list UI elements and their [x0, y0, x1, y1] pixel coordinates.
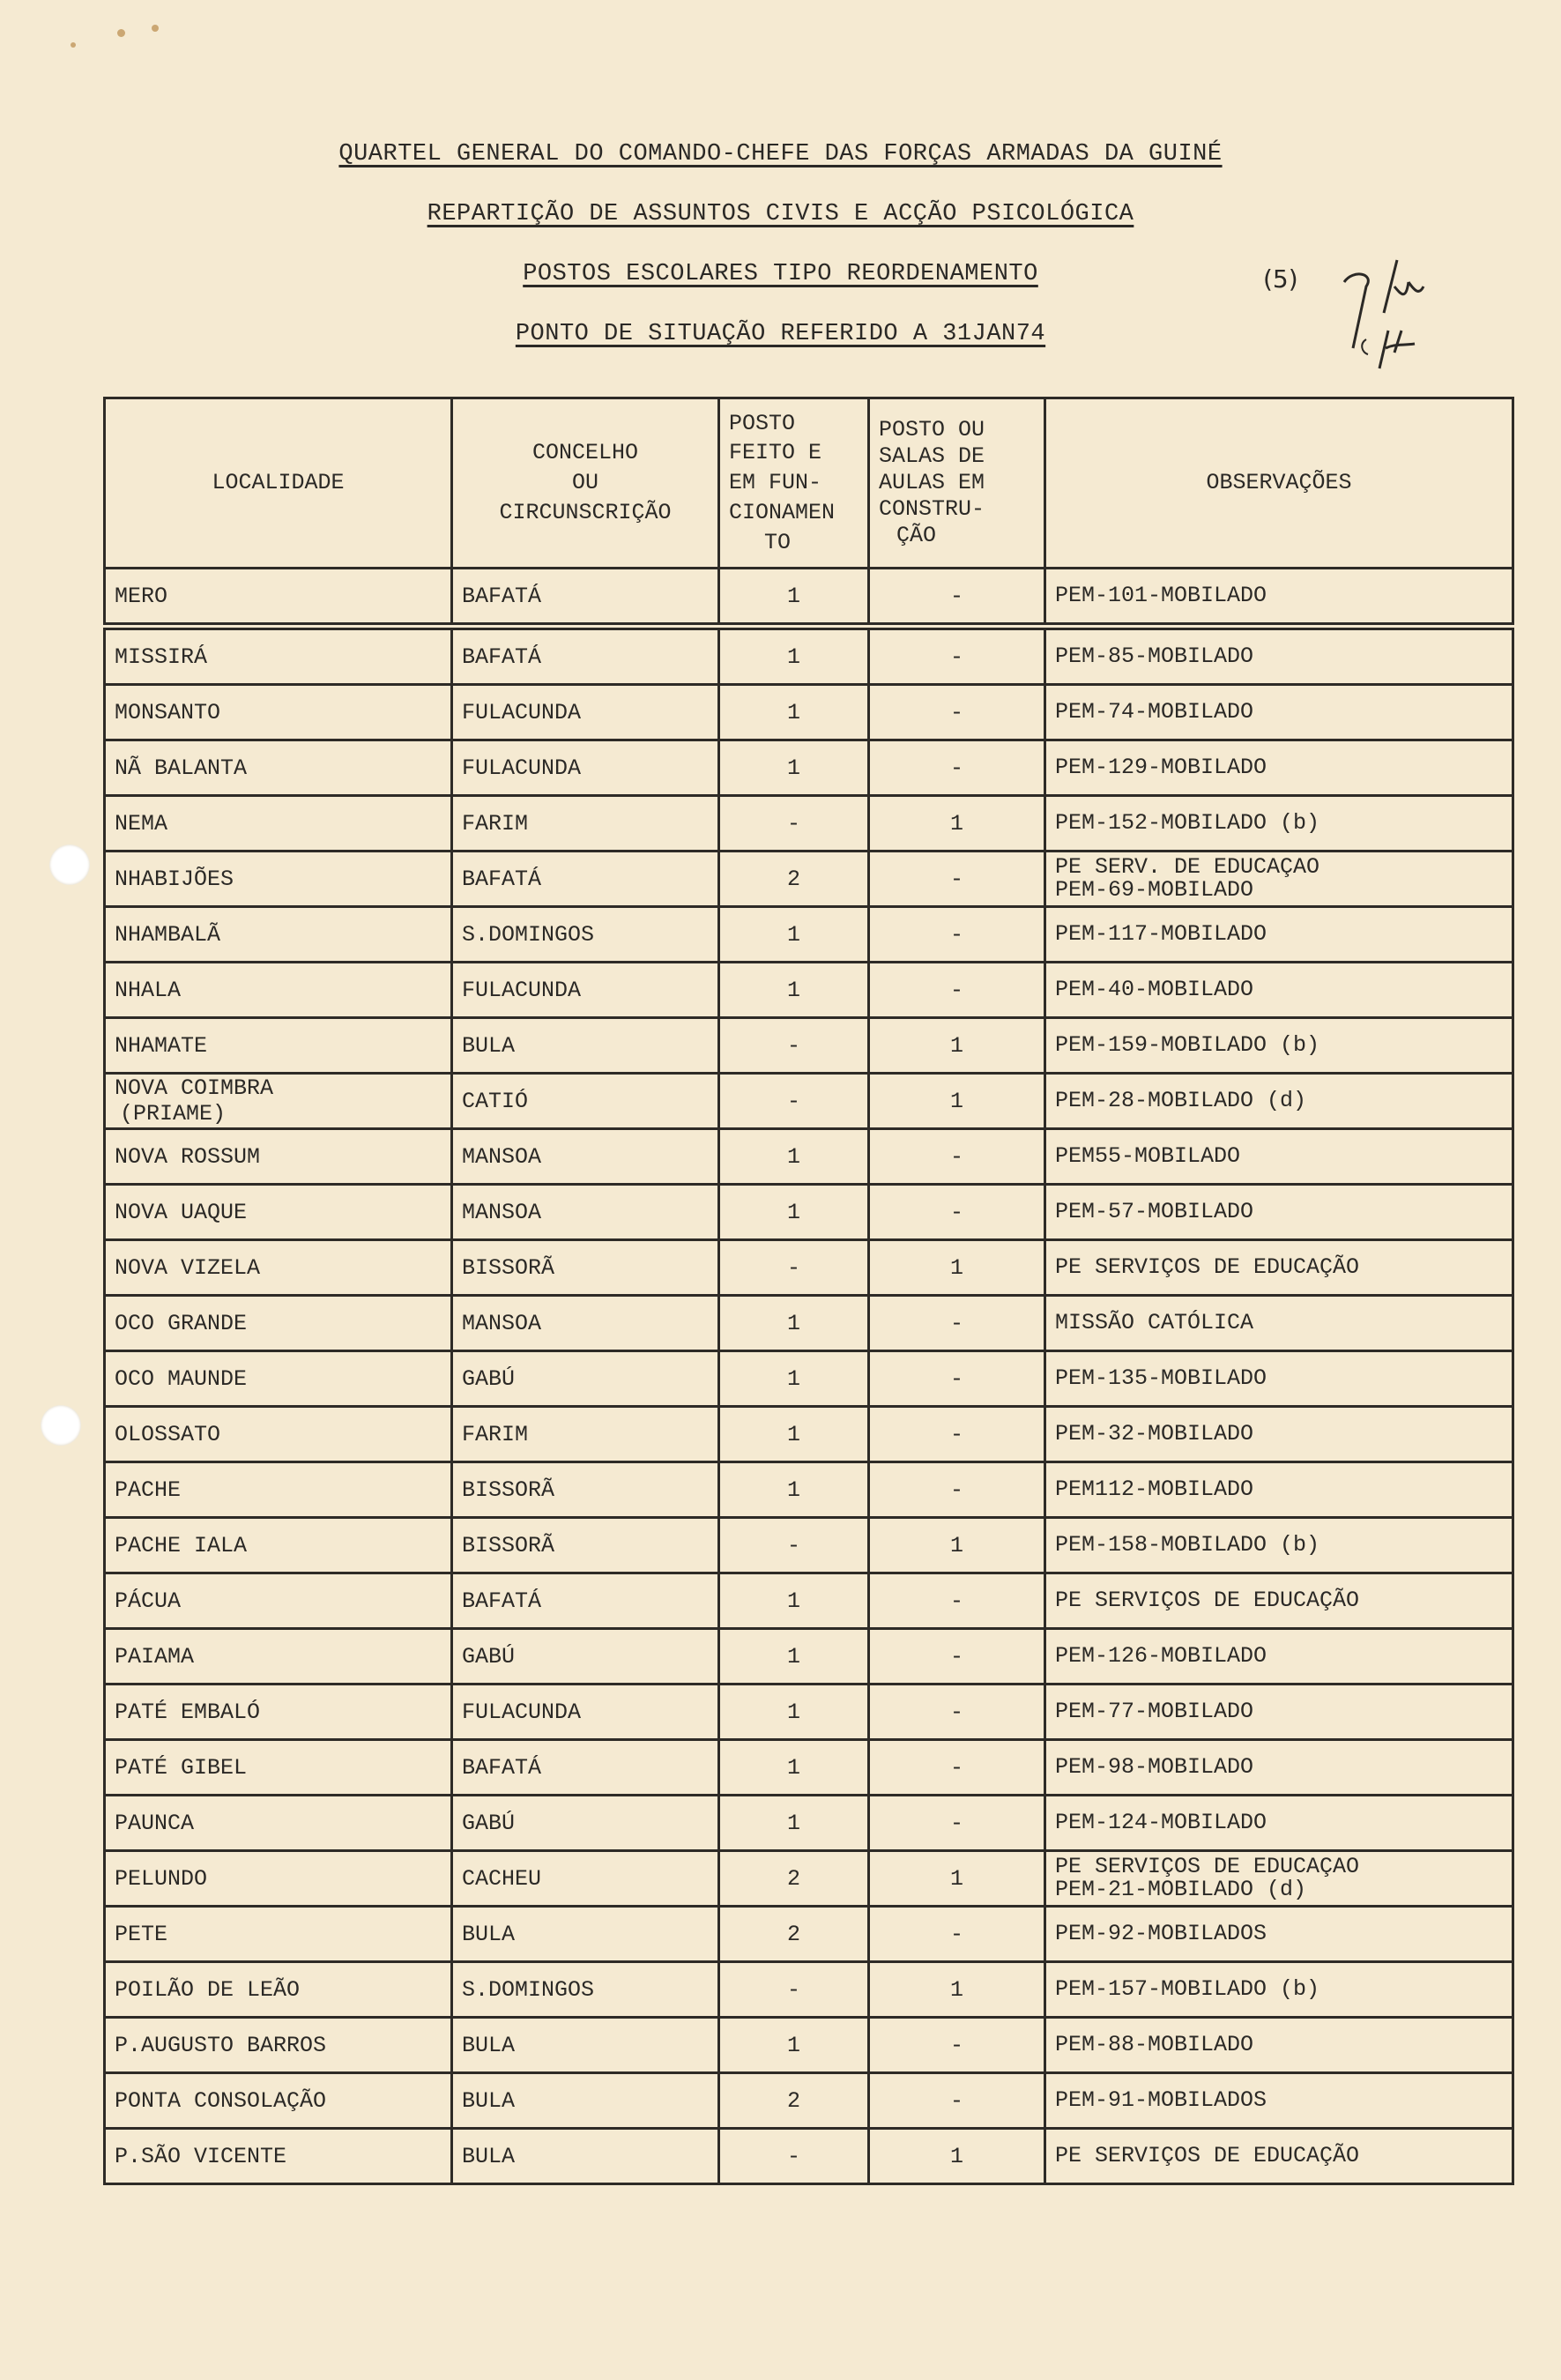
cell-em-construcao: 1 [869, 1851, 1045, 1907]
page-number: (5) [1263, 264, 1298, 294]
cell-em-construcao: 1 [869, 1074, 1045, 1129]
cell-localidade: NOVA UAQUE [105, 1185, 452, 1240]
cell-concelho: S.DOMINGOS [452, 907, 719, 963]
cell-concelho: BISSORÃ [452, 1462, 719, 1518]
cell-localidade: NHAMBALÃ [105, 907, 452, 963]
cell-concelho: BULA [452, 2129, 719, 2184]
cell-posto-feito: - [719, 1240, 869, 1296]
cell-em-construcao: - [869, 2018, 1045, 2073]
cell-em-construcao: - [869, 2073, 1045, 2129]
cell-localidade: OCO GRANDE [105, 1296, 452, 1351]
cell-posto-feito: 2 [719, 852, 869, 907]
document-heading-3: POSTOS ESCOLARES TIPO REORDENAMENTO [523, 261, 1038, 287]
table-row [105, 1907, 1513, 1962]
cell-observacoes: PEM-152-MOBILADO (b) [1045, 796, 1513, 852]
cell-observacoes: PEM-40-MOBILADO [1045, 963, 1513, 1018]
cell-observacoes: PEM-85-MOBILADO [1045, 627, 1513, 685]
punch-hole [49, 844, 90, 885]
cell-em-construcao: - [869, 740, 1045, 796]
cell-em-construcao: - [869, 685, 1045, 740]
cell-concelho: BAFATÁ [452, 1573, 719, 1629]
cell-concelho: GABÚ [452, 1796, 719, 1851]
cell-concelho: BISSORÃ [452, 1240, 719, 1296]
cell-posto-feito: 1 [719, 1629, 869, 1685]
cell-localidade: MISSIRÁ [105, 627, 452, 685]
cell-observacoes: PEM-57-MOBILADO [1045, 1185, 1513, 1240]
cell-em-construcao: - [869, 1296, 1045, 1351]
cell-localidade: P.AUGUSTO BARROS [105, 2018, 452, 2073]
table-row [105, 1074, 1513, 1129]
cell-observacoes: PEM-91-MOBILADOS [1045, 2073, 1513, 2129]
table-row [105, 627, 1513, 685]
cell-observacoes: PEM-77-MOBILADO [1045, 1685, 1513, 1740]
cell-concelho: CATIÓ [452, 1074, 719, 1129]
cell-posto-feito: 1 [719, 1740, 869, 1796]
handwritten-signature-icon [1340, 247, 1454, 370]
cell-posto-feito: 1 [719, 1129, 869, 1185]
cell-em-construcao: 1 [869, 796, 1045, 852]
punch-hole [41, 1405, 81, 1446]
cell-posto-feito: 1 [719, 1407, 869, 1462]
cell-posto-feito: - [719, 1018, 869, 1074]
table-body [105, 569, 1513, 2184]
table-row [105, 2129, 1513, 2184]
table-row [105, 1018, 1513, 1074]
paper-stain [71, 42, 76, 48]
cell-posto-feito: 1 [719, 963, 869, 1018]
cell-concelho: MANSOA [452, 1185, 719, 1240]
cell-observacoes: PEM-117-MOBILADO [1045, 907, 1513, 963]
column-header-posto-feito: POSTO FEITO E EM FUN- CIONAMEN TO [719, 398, 869, 569]
cell-em-construcao: 1 [869, 1518, 1045, 1573]
cell-localidade: NOVA COIMBRA (PRIAME) [105, 1074, 452, 1129]
cell-posto-feito: - [719, 1962, 869, 2018]
cell-observacoes: PEM-28-MOBILADO (d) [1045, 1074, 1513, 1129]
cell-posto-feito: - [719, 796, 869, 852]
document-heading-4: PONTO DE SITUAÇÃO REFERIDO A 31JAN74 [515, 321, 1046, 347]
cell-localidade: POILÃO DE LEÃO [105, 1962, 452, 2018]
cell-observacoes: PEM112-MOBILADO [1045, 1462, 1513, 1518]
cell-posto-feito: - [719, 1074, 869, 1129]
cell-posto-feito: 1 [719, 740, 869, 796]
cell-em-construcao: - [869, 569, 1045, 627]
cell-posto-feito: 1 [719, 569, 869, 627]
table-row [105, 1796, 1513, 1851]
cell-localidade: NOVA VIZELA [105, 1240, 452, 1296]
cell-concelho: FULACUNDA [452, 685, 719, 740]
cell-localidade: OLOSSATO [105, 1407, 452, 1462]
cell-em-construcao: 1 [869, 1240, 1045, 1296]
cell-em-construcao: - [869, 963, 1045, 1018]
cell-concelho: FULACUNDA [452, 740, 719, 796]
column-header-observacoes: OBSERVAÇÕES [1045, 398, 1513, 569]
table-row [105, 1740, 1513, 1796]
cell-concelho: BULA [452, 1907, 719, 1962]
table-row [105, 796, 1513, 852]
cell-observacoes: PEM-157-MOBILADO (b) [1045, 1962, 1513, 2018]
cell-observacoes: PE SERVIÇOS DE EDUCAÇÃO [1045, 2129, 1513, 2184]
cell-concelho: FARIM [452, 796, 719, 852]
cell-posto-feito: 1 [719, 1685, 869, 1740]
cell-observacoes: PEM-124-MOBILADO [1045, 1796, 1513, 1851]
table-row [105, 2073, 1513, 2129]
column-header-em-construcao: POSTO OU SALAS DE AULAS EM CONSTRU- ÇÃO [869, 398, 1045, 569]
cell-em-construcao: 1 [869, 1962, 1045, 2018]
cell-em-construcao: - [869, 1185, 1045, 1240]
cell-localidade: PELUNDO [105, 1851, 452, 1907]
table-row [105, 1240, 1513, 1296]
cell-concelho: BULA [452, 2018, 719, 2073]
cell-observacoes: PEM-88-MOBILADO [1045, 2018, 1513, 2073]
cell-posto-feito: 2 [719, 1907, 869, 1962]
cell-concelho: FARIM [452, 1407, 719, 1462]
cell-localidade: MONSANTO [105, 685, 452, 740]
cell-observacoes: PEM-158-MOBILADO (b) [1045, 1518, 1513, 1573]
cell-posto-feito: - [719, 2129, 869, 2184]
cell-localidade: PACHE [105, 1462, 452, 1518]
cell-em-construcao: - [869, 852, 1045, 907]
cell-localidade: PONTA CONSOLAÇÃO [105, 2073, 452, 2129]
cell-posto-feito: 1 [719, 1573, 869, 1629]
table-row [105, 569, 1513, 627]
table-row [105, 1518, 1513, 1573]
table-row [105, 1129, 1513, 1185]
table-header-row [105, 398, 1513, 569]
cell-em-construcao: - [869, 1740, 1045, 1796]
cell-concelho: BULA [452, 2073, 719, 2129]
cell-concelho: MANSOA [452, 1129, 719, 1185]
cell-localidade: PACHE IALA [105, 1518, 452, 1573]
table-row [105, 852, 1513, 907]
cell-localidade: NHAMATE [105, 1018, 452, 1074]
cell-concelho: GABÚ [452, 1351, 719, 1407]
cell-localidade: NHALA [105, 963, 452, 1018]
cell-em-construcao: - [869, 1351, 1045, 1407]
table-row [105, 685, 1513, 740]
cell-localidade: NÃ BALANTA [105, 740, 452, 796]
cell-posto-feito: 1 [719, 1185, 869, 1240]
cell-concelho: CACHEU [452, 1851, 719, 1907]
column-header-localidade: LOCALIDADE [105, 398, 452, 569]
table-row [105, 1573, 1513, 1629]
cell-concelho: FULACUNDA [452, 1685, 719, 1740]
cell-em-construcao: - [869, 1407, 1045, 1462]
cell-observacoes: PE SERVIÇOS DE EDUCAÇÃO [1045, 1240, 1513, 1296]
cell-posto-feito: 1 [719, 1296, 869, 1351]
cell-observacoes: PEM-101-MOBILADO [1045, 569, 1513, 627]
cell-concelho: BULA [452, 1018, 719, 1074]
cell-posto-feito: 2 [719, 2073, 869, 2129]
cell-concelho: S.DOMINGOS [452, 1962, 719, 2018]
cell-localidade: PÁCUA [105, 1573, 452, 1629]
cell-em-construcao: - [869, 1462, 1045, 1518]
cell-observacoes: PE SERVIÇOS DE EDUCAÇAO PEM-21-MOBILADO (d) [1045, 1851, 1513, 1907]
cell-observacoes: PEM-98-MOBILADO [1045, 1740, 1513, 1796]
cell-observacoes: PEM55-MOBILADO [1045, 1129, 1513, 1185]
column-header-concelho: CONCELHO OU CIRCUNSCRIÇÃO [452, 398, 719, 569]
cell-em-construcao: 1 [869, 1018, 1045, 1074]
cell-observacoes: PEM-32-MOBILADO [1045, 1407, 1513, 1462]
document-heading-2: REPARTIÇÃO DE ASSUNTOS CIVIS E ACÇÃO PSICOLÓGICA [427, 201, 1134, 227]
cell-concelho: BISSORÃ [452, 1518, 719, 1573]
table-row [105, 1851, 1513, 1907]
cell-localidade: PATÉ EMBALÓ [105, 1685, 452, 1740]
cell-observacoes: PE SERVIÇOS DE EDUCAÇÃO [1045, 1573, 1513, 1629]
cell-concelho: FULACUNDA [452, 963, 719, 1018]
cell-localidade: P.SÃO VICENTE [105, 2129, 452, 2184]
document-heading-1: QUARTEL GENERAL DO COMANDO-CHEFE DAS FORÇAS ARMADAS DA GUINÉ [338, 141, 1223, 167]
table-row [105, 1296, 1513, 1351]
cell-em-construcao: - [869, 627, 1045, 685]
cell-concelho: MANSOA [452, 1296, 719, 1351]
cell-concelho: BAFATÁ [452, 1740, 719, 1796]
cell-observacoes: PEM-92-MOBILADOS [1045, 1907, 1513, 1962]
table-row [105, 1962, 1513, 2018]
cell-observacoes: PEM-135-MOBILADO [1045, 1351, 1513, 1407]
cell-posto-feito: - [719, 1518, 869, 1573]
cell-posto-feito: 1 [719, 627, 869, 685]
paper-stain [117, 29, 125, 37]
cell-em-construcao: - [869, 907, 1045, 963]
cell-posto-feito: 2 [719, 1851, 869, 1907]
cell-observacoes: MISSÃO CATÓLICA [1045, 1296, 1513, 1351]
cell-em-construcao: - [869, 1129, 1045, 1185]
cell-concelho: BAFATÁ [452, 627, 719, 685]
table-row [105, 740, 1513, 796]
table-row [105, 2018, 1513, 2073]
table-row [105, 1351, 1513, 1407]
cell-em-construcao: - [869, 1907, 1045, 1962]
cell-observacoes: PEM-129-MOBILADO [1045, 740, 1513, 796]
cell-observacoes: PEM-74-MOBILADO [1045, 685, 1513, 740]
cell-em-construcao: - [869, 1573, 1045, 1629]
cell-posto-feito: 1 [719, 1462, 869, 1518]
cell-observacoes: PEM-159-MOBILADO (b) [1045, 1018, 1513, 1074]
table-row [105, 1685, 1513, 1740]
cell-concelho: BAFATÁ [452, 569, 719, 627]
cell-em-construcao: - [869, 1796, 1045, 1851]
cell-localidade: MERO [105, 569, 452, 627]
table-row [105, 1629, 1513, 1685]
cell-localidade: OCO MAUNDE [105, 1351, 452, 1407]
cell-localidade: PAIAMA [105, 1629, 452, 1685]
cell-localidade: PATÉ GIBEL [105, 1740, 452, 1796]
table-row [105, 1185, 1513, 1240]
cell-posto-feito: 1 [719, 1796, 869, 1851]
table-row [105, 963, 1513, 1018]
cell-posto-feito: 1 [719, 685, 869, 740]
cell-posto-feito: 1 [719, 2018, 869, 2073]
cell-posto-feito: 1 [719, 1351, 869, 1407]
cell-em-construcao: - [869, 1629, 1045, 1685]
cell-localidade: PETE [105, 1907, 452, 1962]
cell-posto-feito: 1 [719, 907, 869, 963]
table-row [105, 907, 1513, 963]
cell-localidade: NHABIJÕES [105, 852, 452, 907]
cell-em-construcao: - [869, 1685, 1045, 1740]
school-posts-table [103, 397, 1514, 2185]
cell-concelho: GABÚ [452, 1629, 719, 1685]
cell-localidade: PAUNCA [105, 1796, 452, 1851]
table-row [105, 1407, 1513, 1462]
cell-localidade: NOVA ROSSUM [105, 1129, 452, 1185]
paper-stain [152, 25, 159, 32]
cell-observacoes: PEM-126-MOBILADO [1045, 1629, 1513, 1685]
cell-localidade: NEMA [105, 796, 452, 852]
table-row [105, 1462, 1513, 1518]
cell-observacoes: PE SERV. DE EDUCAÇAO PEM-69-MOBILADO [1045, 852, 1513, 907]
cell-em-construcao: 1 [869, 2129, 1045, 2184]
cell-concelho: BAFATÁ [452, 852, 719, 907]
